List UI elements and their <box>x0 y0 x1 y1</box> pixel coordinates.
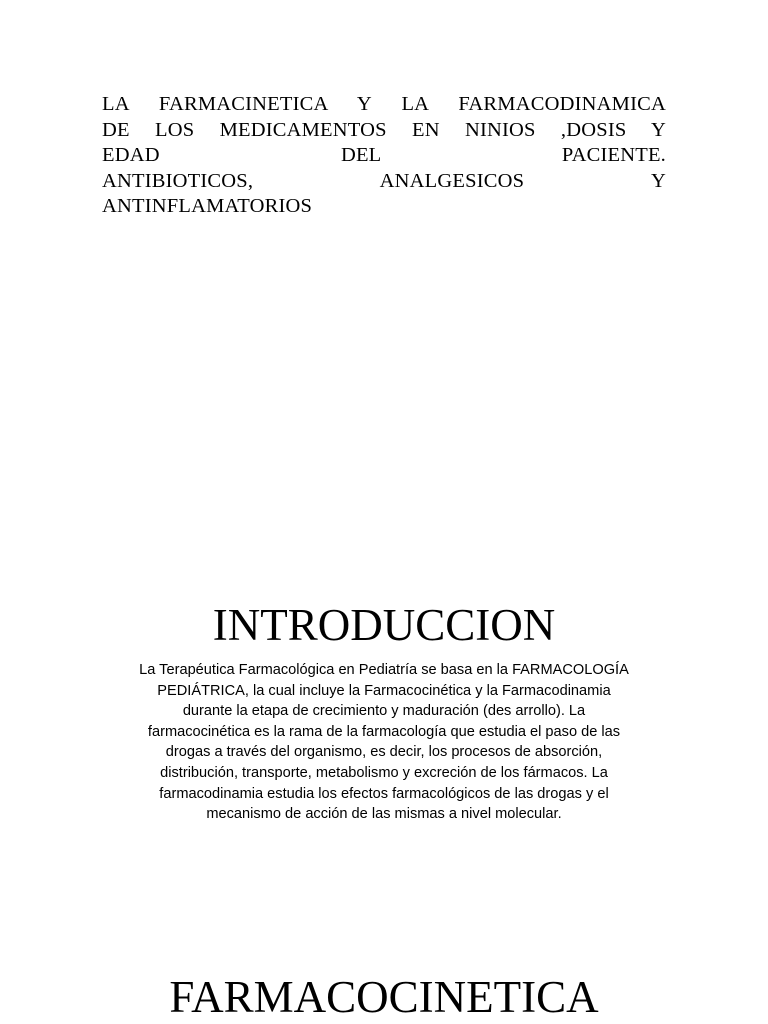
document-title <box>102 92 666 220</box>
paragraph-line: La Terapéutica Farmacológica en Pediatría se basa en la FARMACOLOGÍA <box>139 662 629 678</box>
title-line: DE LOS MEDICAMENTOS EN NINIOS ,DOSIS Y <box>102 118 666 141</box>
farmacocinetica-heading: FARMACOCINETICA <box>169 972 599 1022</box>
paragraph-line: distribución, transporte, metabolismo y excreción de los fármacos. La <box>160 764 608 781</box>
introduction-heading: INTRODUCCION <box>212 600 556 650</box>
paragraph-line: farmacocinética es la rama de la farmacología que estudia el paso de las <box>147 723 621 740</box>
paragraph-line: PEDIÁTRICA, la cual incluye la Farmacocinética y la Farmacodinamia <box>157 682 611 699</box>
paragraph-line: durante la etapa de crecimiento y maduración (des arrollo). La <box>182 703 586 720</box>
title-line: LA FARMACINETICA Y LA FARMACODINAMICA <box>102 93 666 115</box>
title-line: EDAD DEL PACIENTE. <box>102 144 666 166</box>
title-line: ANTIBIOTICOS, ANALGESICOS Y <box>102 169 666 192</box>
paragraph-line: farmacodinamia estudia los efectos farmacológicos de las drogas y el <box>159 785 609 802</box>
paragraph-line: mecanismo de acción de las mismas a nivel molecular. <box>206 806 562 823</box>
title-line: ANTINFLAMATORIOS <box>102 195 313 217</box>
introduction-paragraph <box>96 660 672 825</box>
paragraph-line: drogas a través del organismo, es decir, los procesos de absorción, <box>165 744 603 761</box>
